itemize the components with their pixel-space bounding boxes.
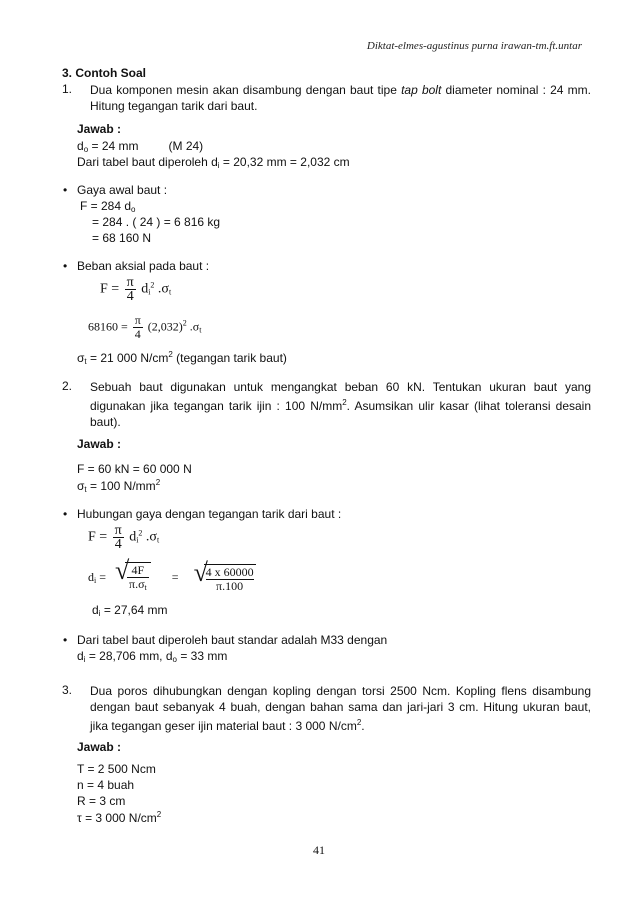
problem-1-equation-2: 68160 = $\frac{\pi}{4}$ $(2,032)^2$ $.\sigma_t$: [88, 313, 202, 341]
problem-2-bullet-2-line-2: $d_i = 28,706$ mm, $d_o = 33$ mm: [77, 649, 228, 664]
problem-2-answer-label: Jawab :: [77, 437, 122, 451]
problem-1-force-line-2: = 284 . ( 24 ) = 6 816 kg: [92, 215, 221, 229]
bullet-icon: •: [63, 183, 68, 197]
running-header: Diktat-elmes-agustinus purna irawan-tm.ft.untar: [366, 40, 582, 52]
problem-3-tau-line: τ = 3 000 $N/cm^2$: [77, 810, 162, 825]
problem-1-number: 1.: [62, 82, 73, 96]
problem-1-result: $\sigma_t = 21$ 000 $N/cm^2$ (tegangan tarik baut): [77, 350, 287, 366]
section-title: 3. Contoh Soal: [62, 66, 146, 80]
problem-2-sigma-line: $\sigma_t = 100$ $N/mm^2$: [77, 478, 161, 494]
problem-3-answer-label: Jawab :: [77, 740, 122, 754]
problem-1-answer-label: Jawab :: [77, 122, 122, 136]
problem-2-text: Sebuah baut digunakan untuk mengangkat beban 60 kN. Tentukan ukuran baut yang digunakan jika tegangan tarik ijin : 100 $N/mm^2$. Asumsikan ulir kasar (lihat toleransi desain baut).: [90, 380, 592, 429]
bullet-icon: •: [63, 259, 68, 273]
problem-2-number: 2.: [62, 379, 73, 393]
problem-3-count-line: n = 4 buah: [77, 778, 135, 792]
problem-1-do-line: $d_o = 24$ mm (M 24): [77, 139, 204, 154]
problem-1-bullet-1: Gaya awal baut :: [77, 183, 168, 197]
problem-1-table-line: Dari tabel baut diperoleh $d_i = 20,32$ mm = 2,032 cm: [77, 155, 350, 170]
bullet-icon: •: [63, 633, 68, 647]
problem-1-force-line-3: = 68 160 N: [92, 231, 152, 245]
problem-2-bullet-1: Hubungan gaya dengan tegangan tarik dari baut :: [77, 507, 342, 521]
problem-1-bullet-2: Beban aksial pada baut :: [77, 259, 210, 273]
problem-1-equation-1: F = $\frac{\pi}{4}$ $d_i^2$ $.\sigma_t$: [100, 275, 172, 304]
problem-2-result: $d_i = 27,64$ mm: [92, 603, 168, 618]
page-number: 41: [313, 843, 325, 857]
problem-3-radius-line: R = 3 cm: [77, 794, 126, 808]
problem-2-equation-1: F = $\frac{\pi}{4}$ $d_i^2$ $.\sigma_t$: [88, 523, 160, 552]
problem-1-text: Dua komponen mesin akan disambung dengan baut tipe tap bolt diameter nominal : 24 mm. Hitung tegangan tarik dari baut.: [90, 83, 591, 113]
problem-2-force-line: F = 60 kN = 60 000 N: [77, 462, 192, 476]
problem-2-equation-2: $d_i$ = √ $\frac{4F}{\pi.\sigma_t}$ = √ $\frac{4 x 60000}{\pi.100}$: [88, 556, 254, 593]
problem-3-text: Dua poros dihubungkan dengan kopling dengan torsi 2500 Ncm. Kopling flens disambung dengan baut sebanyak 4 buah, dengan bahan sama dan jari-jari 3 cm. Hitung ukuran baut, jika tegangan geser ijin material baut : 3 000 $N/cm^2$.: [90, 684, 591, 733]
problem-3-number: 3.: [62, 683, 73, 697]
problem-1-force-line-1: F = 284 $d_o$: [80, 199, 136, 214]
problem-2-bullet-2: Dari tabel baut diperoleh baut standar adalah M33 dengan: [77, 633, 388, 647]
problem-3-torque-line: T = 2 500 Ncm: [77, 762, 156, 776]
bullet-icon: •: [63, 507, 68, 521]
